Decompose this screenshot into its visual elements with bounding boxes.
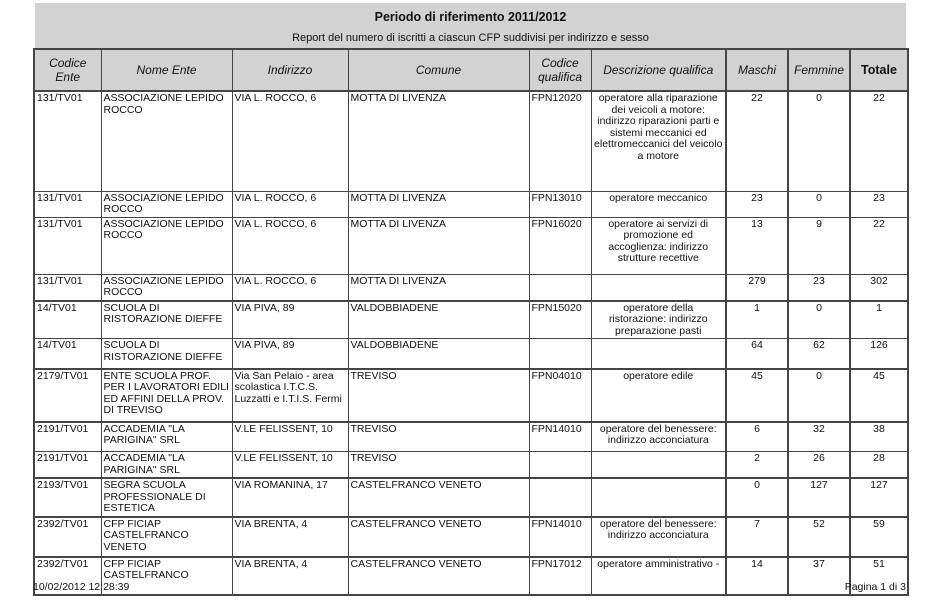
table-row [34,422,908,452]
cell-totale: 23 [850,191,908,217]
column-header-codice-ente: Codice Ente [34,49,101,91]
table-header [34,49,908,91]
cell-codice-qualifica [529,339,591,369]
cell-codice-ente: 14/TV01 [34,301,101,339]
cell-codice-ente: 131/TV01 [34,274,101,301]
cell-femmine: 0 [788,191,850,217]
cell-codice-qualifica: FPN15020 [529,301,591,339]
cell-indirizzo: VIA BRENTA, 4 [232,517,348,557]
table-row [34,339,908,369]
footer-page-number: Pagina 1 di 3 [844,581,906,593]
cell-comune: TREVISO [348,369,529,422]
report-header [35,3,906,52]
cell-comune: VALDOBBIADENE [348,301,529,339]
cell-femmine: 9 [788,217,850,274]
cell-maschi: 23 [726,191,788,217]
cell-nome-ente: SEGRA SCUOLA PROFESSIONALE DI ESTETICA [101,478,232,517]
cell-maschi: 6 [726,422,788,452]
cell-maschi: 0 [726,478,788,517]
cell-totale: 1 [850,301,908,339]
cell-codice-ente: 131/TV01 [34,191,101,217]
cell-totale: 302 [850,274,908,301]
cell-codice-ente: 2392/TV01 [34,557,101,595]
cell-maschi: 2 [726,452,788,479]
cell-totale: 45 [850,369,908,422]
cell-totale: 127 [850,478,908,517]
column-header-descrizione-qualifica: Descrizione qualifica [591,49,726,91]
table-row [34,517,908,557]
table-row [34,369,908,422]
cell-descrizione-qualifica [591,339,726,369]
cell-comune: CASTELFRANCO VENETO [348,517,529,557]
cell-descrizione-qualifica: operatore della ristorazione: indirizzo preparazione pasti [591,301,726,339]
cell-indirizzo: VIA L. ROCCO, 6 [232,217,348,274]
cell-codice-ente: 2392/TV01 [34,517,101,557]
cell-maschi: 7 [726,517,788,557]
cell-indirizzo: VIA L. ROCCO, 6 [232,274,348,301]
cell-descrizione-qualifica: operatore alla riparazione dei veicoli a motore: indirizzo riparazioni parti e sistemi meccanici ed elettromeccanici del veicolo a motore [591,91,726,191]
cell-codice-qualifica [529,452,591,479]
cell-maschi: 279 [726,274,788,301]
column-header-indirizzo: Indirizzo [232,49,348,91]
cell-codice-qualifica [529,478,591,517]
cell-codice-ente: 2191/TV01 [34,422,101,452]
table-row [34,478,908,517]
cell-femmine: 0 [788,91,850,191]
table-row [34,191,908,217]
cell-maschi: 22 [726,91,788,191]
cell-nome-ente: CFP FICIAP CASTELFRANCO VENETO [101,517,232,557]
cell-femmine: 0 [788,369,850,422]
cell-comune: CASTELFRANCO VENETO [348,557,529,595]
cell-indirizzo: VIA L. ROCCO, 6 [232,191,348,217]
cell-indirizzo: VIA PIVA, 89 [232,301,348,339]
cell-descrizione-qualifica: operatore meccanico [591,191,726,217]
cell-nome-ente: ENTE SCUOLA PROF. PER I LAVORATORI EDILI ED AFFINI DELLA PROV. DI TREVISO [101,369,232,422]
table-row [34,301,908,339]
cell-nome-ente: CFP FICIAP CASTELFRANCO [101,557,232,595]
report-subtitle: Report del numero di iscritti a ciascun CFP suddivisi per indirizzo e sesso [292,32,649,44]
cell-femmine: 32 [788,422,850,452]
cell-maschi: 64 [726,339,788,369]
cell-indirizzo: VIA BRENTA, 4 [232,557,348,595]
column-header-nome-ente: Nome Ente [101,49,232,91]
cell-femmine: 62 [788,339,850,369]
cell-femmine: 37 [788,557,850,595]
cell-femmine: 0 [788,301,850,339]
cell-totale: 59 [850,517,908,557]
cell-descrizione-qualifica: operatore amministrativo - [591,557,726,595]
column-header-codice-qualifica: Codice qualifica [529,49,591,91]
cell-comune: MOTTA DI LIVENZA [348,274,529,301]
cell-comune: MOTTA DI LIVENZA [348,217,529,274]
cell-codice-qualifica: FPN12020 [529,91,591,191]
cell-femmine: 23 [788,274,850,301]
cell-descrizione-qualifica: operatore del benessere: indirizzo acconciatura [591,422,726,452]
cell-descrizione-qualifica: operatore del benessere: indirizzo acconciatura [591,517,726,557]
cell-indirizzo: V.LE FELISSENT, 10 [232,452,348,479]
cell-nome-ente: SCUOLA DI RISTORAZIONE DIEFFE [101,301,232,339]
cell-totale: 38 [850,422,908,452]
cell-codice-ente: 2193/TV01 [34,478,101,517]
cell-nome-ente: ASSOCIAZIONE LEPIDO ROCCO [101,191,232,217]
cell-codice-qualifica: FPN14010 [529,422,591,452]
cell-codice-ente: 2179/TV01 [34,369,101,422]
cell-comune: TREVISO [348,422,529,452]
cell-totale: 51 [850,557,908,595]
cell-descrizione-qualifica [591,478,726,517]
cell-codice-ente: 2191/TV01 [34,452,101,479]
cell-codice-ente: 14/TV01 [34,339,101,369]
cell-nome-ente: ASSOCIAZIONE LEPIDO ROCCO [101,217,232,274]
cell-nome-ente: ACCADEMIA "LA PARIGINA" SRL [101,452,232,479]
cell-comune: MOTTA DI LIVENZA [348,191,529,217]
cell-totale: 126 [850,339,908,369]
column-header-maschi: Maschi [726,49,788,91]
report-footer [33,581,906,593]
cell-nome-ente: ASSOCIAZIONE LEPIDO ROCCO [101,91,232,191]
column-header-comune: Comune [348,49,529,91]
cell-comune: VALDOBBIADENE [348,339,529,369]
cell-totale: 22 [850,91,908,191]
column-header-femmine: Femmine [788,49,850,91]
cell-femmine: 127 [788,478,850,517]
footer-timestamp: 10/02/2012 12:28:39 [33,581,130,593]
cell-indirizzo: Via San Pelaio - area scolastica I.T.C.S. Luzzatti e I.T.I.S. Fermi [232,369,348,422]
cell-codice-qualifica: FPN16020 [529,217,591,274]
cell-indirizzo: VIA L. ROCCO, 6 [232,91,348,191]
table-row [34,91,908,191]
cell-codice-qualifica: FPN14010 [529,517,591,557]
table-header-row [34,49,908,91]
cell-descrizione-qualifica: operatore edile [591,369,726,422]
cell-nome-ente: ASSOCIAZIONE LEPIDO ROCCO [101,274,232,301]
cell-descrizione-qualifica: operatore ai servizi di promozione ed accoglienza: indirizzo strutture recettive [591,217,726,274]
cell-comune: TREVISO [348,452,529,479]
cell-totale: 22 [850,217,908,274]
cell-nome-ente: SCUOLA DI RISTORAZIONE DIEFFE [101,339,232,369]
table-body [34,91,908,595]
cell-codice-ente: 131/TV01 [34,217,101,274]
cell-codice-qualifica [529,274,591,301]
cell-maschi: 14 [726,557,788,595]
cell-indirizzo: VIA ROMANINA, 17 [232,478,348,517]
cell-comune: CASTELFRANCO VENETO [348,478,529,517]
cell-nome-ente: ACCADEMIA "LA PARIGINA" SRL [101,422,232,452]
cell-codice-qualifica: FPN17012 [529,557,591,595]
column-header-totale: Totale [850,49,908,91]
table-row [34,217,908,274]
cell-descrizione-qualifica [591,452,726,479]
cell-femmine: 26 [788,452,850,479]
cell-indirizzo: V.LE FELISSENT, 10 [232,422,348,452]
cell-codice-qualifica: FPN04010 [529,369,591,422]
cell-femmine: 52 [788,517,850,557]
cell-comune: MOTTA DI LIVENZA [348,91,529,191]
cell-maschi: 45 [726,369,788,422]
report-table [33,48,909,596]
table-row [34,452,908,479]
report-title: Periodo di riferimento 2011/2012 [374,10,567,24]
cell-codice-qualifica: FPN13010 [529,191,591,217]
cell-descrizione-qualifica [591,274,726,301]
table-row [34,274,908,301]
cell-indirizzo: VIA PIVA, 89 [232,339,348,369]
cell-totale: 28 [850,452,908,479]
cell-maschi: 1 [726,301,788,339]
cell-maschi: 13 [726,217,788,274]
cell-codice-ente: 131/TV01 [34,91,101,191]
